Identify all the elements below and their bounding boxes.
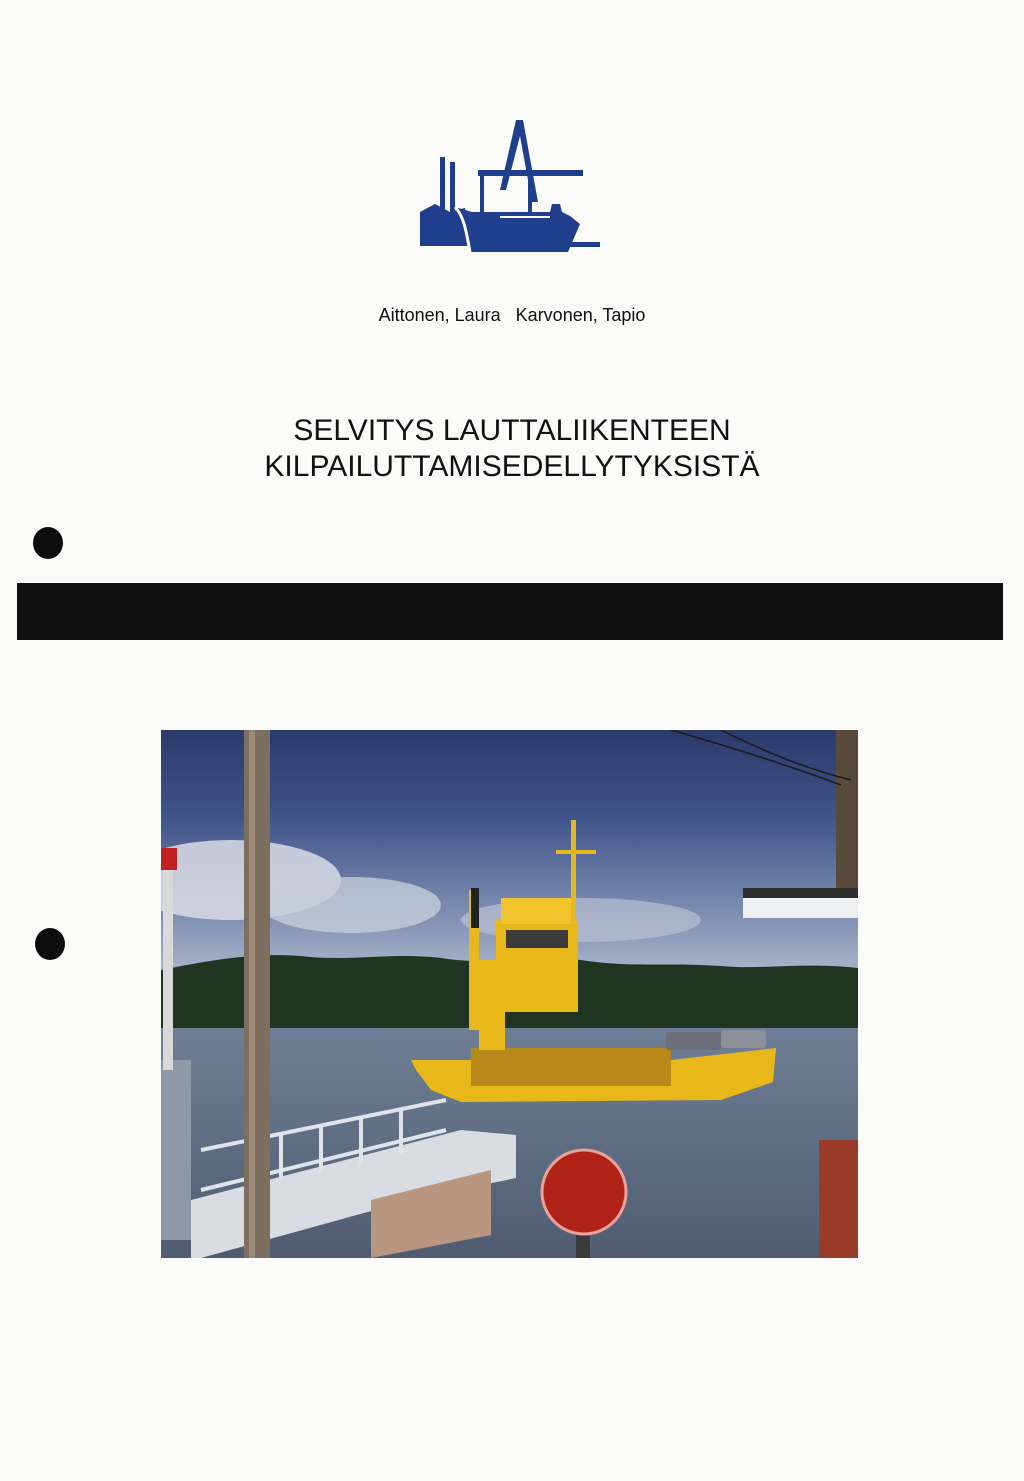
author-first: Aittonen, Laura: [378, 305, 501, 325]
black-band: [17, 583, 1003, 640]
punch-hole-bottom: [35, 928, 65, 960]
title-line-2: KILPAILUTTAMISEDELLYTYKSISTÄ: [264, 450, 760, 483]
authors: [0, 305, 1024, 326]
punch-hole-top: [33, 527, 63, 559]
document-title: [0, 413, 1024, 485]
ferry-photo: [161, 730, 858, 1258]
author-second: Karvonen, Tapio: [515, 305, 646, 325]
title-line-1: SELVITYS LAUTTALIIKENTEEN: [293, 414, 731, 447]
ship-port-crane-icon: [410, 112, 610, 257]
